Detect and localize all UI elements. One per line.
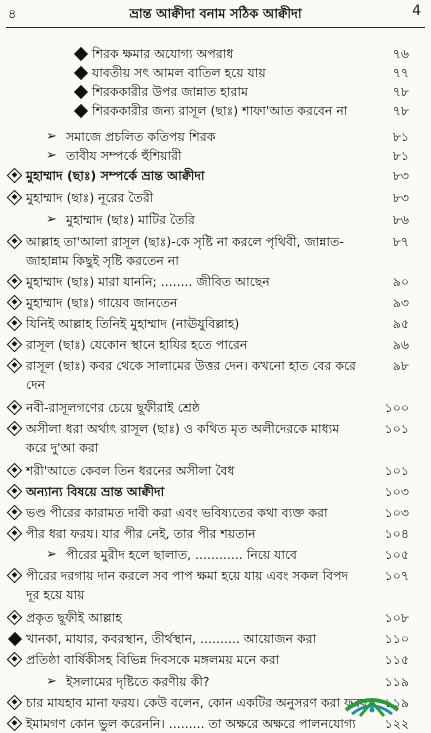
diamond-bullet-icon — [74, 85, 88, 99]
toc-entry-title: খানকা, মাযার, কবরস্থান, তীর্থস্থান, .......... আয়োজন করা — [26, 631, 317, 646]
diamond-outline-bullet-icon — [7, 316, 23, 332]
diamond-outline-bullet-icon — [7, 484, 23, 500]
toc-page-number: ১১৯ — [384, 674, 409, 689]
toc-entry-title: পীরের দরগায় দান করলে সব পাপ ক্ষমা হয়ে যায় এবং সকল বিপদ দূর হয়ে যায় — [26, 568, 349, 602]
toc-page-number: ৯৬ — [392, 337, 409, 352]
toc-entry-title: শিরক ক্ষমার অযোগ্য অপরাধ — [92, 46, 234, 61]
diamond-outline-bullet-icon — [7, 274, 23, 290]
toc-entry-title: যাবতীয় সৎ আমল বাতিল হয়ে যায় — [92, 65, 266, 80]
toc-page-number: ৮৩ — [392, 190, 409, 205]
toc-entry-title: ইমামগণ কোন ভুল করেননি। ......... তা অক্ষরে অক্ষরে পালনযোগ্য — [26, 716, 356, 731]
toc-entry-title: মুহাম্মাদ (ছাঃ) মারা যাননি; ........ জীবিত আছেন — [26, 274, 270, 289]
toc-page-number: ১২২ — [384, 716, 409, 731]
arrow-bullet-icon: ➢ — [46, 148, 57, 163]
diamond-outline-bullet-icon — [7, 463, 23, 479]
toc-entry-title: চার মাযহাব মানা ফরয। কেউ বলেন, কোন একটির অনুসরণ করা ফরয — [26, 695, 368, 710]
diamond-bullet-icon — [74, 66, 88, 80]
toc-entry-title: নবী-রাসূলগণের চেয়ে ছূফীরাই শ্রেষ্ঠ — [26, 400, 200, 415]
toc-page-number: ১১৯ — [384, 695, 409, 710]
header-rule — [6, 27, 425, 28]
publisher-logo-icon — [340, 680, 404, 720]
diamond-outline-bullet-icon — [7, 421, 23, 437]
toc-entry-title: রাসূল (ছাঃ) যেকোন স্থানে হাযির হতে পারেন — [26, 337, 248, 352]
toc-entry-title: মুহাম্মাদ (ছাঃ) গায়েব জানতেন — [26, 295, 178, 310]
running-title: ভ্রান্ত আক্বীদা বনাম সঠিক আক্বীদা — [129, 7, 302, 22]
diamond-outline-bullet-icon — [7, 505, 23, 521]
toc-entry-title: ইসলামের দৃষ্টিতে করণীয় কী? — [66, 674, 210, 689]
toc-page-number: ৯৮ — [392, 358, 409, 373]
arrow-bullet-icon: ➢ — [46, 129, 57, 144]
diamond-outline-bullet-icon — [7, 358, 23, 374]
toc-page-number: ৮১ — [392, 129, 409, 144]
toc-page-number: ১০৩ — [384, 484, 409, 499]
diamond-outline-bullet-icon — [7, 526, 23, 542]
diamond-outline-bullet-icon — [7, 652, 23, 668]
toc-entry-title: যিনিই আল্লাহ তিনিই মুহাম্মাদ (নাঊযুবিল্লাহ) — [26, 316, 240, 331]
toc-page-number: ১০৮ — [384, 610, 409, 625]
page-header — [0, 0, 431, 26]
diamond-outline-bullet-icon — [7, 400, 23, 416]
toc-entry-title: অসীলা ধরা অর্থাৎ রাসূল (ছাঃ) ও কথিত মৃত অলীদেরকে মাধ্যম করে দু'আ করা — [26, 421, 340, 455]
diamond-outline-bullet-icon — [7, 568, 23, 584]
diamond-bullet-icon — [74, 104, 88, 118]
toc-page-number: ১০১ — [384, 421, 409, 436]
toc-entry-title: মুহাম্মাদ (ছাঃ) মাটির তৈরি — [66, 212, 195, 227]
diamond-outline-bullet-icon — [7, 695, 23, 711]
toc-entry-title: প্রতিষ্ঠা বার্ষিকীসহ বিভিন্ন দিবসকে মঙ্গলময় মনে করা — [26, 652, 280, 667]
diamond-outline-bullet-icon — [7, 610, 23, 626]
toc-page-number: ১০৫ — [384, 547, 409, 562]
toc-entry-title: শিরককারীর জন্য রাসূল (ছাঃ) শাফা'আত করবেন না — [92, 103, 348, 118]
toc-page-number: ১১০ — [384, 631, 409, 646]
toc-page-number: ৭৮ — [392, 84, 409, 99]
diamond-outline-bullet-icon — [7, 716, 23, 732]
diamond-bullet-icon — [74, 47, 88, 61]
toc-entry-title: তাবীয সম্পর্কে হুঁশিয়ারী — [66, 148, 182, 163]
toc-entry-title: সমাজে প্রচলিত কতিপয় শিরক — [66, 129, 216, 144]
toc-entry-title: পীরের মুরীদ হলে ছালাত, ............ নিয়ে যাবে — [66, 547, 297, 562]
toc-entry-title: শিরককারীর উপর জান্নাত হারাম — [92, 84, 248, 99]
toc-entry-title: অন্যান্য বিষয়ে ভ্রান্ত আক্বীদা — [26, 484, 165, 499]
toc-page-number: ৮৩ — [392, 168, 409, 183]
arrow-bullet-icon: ➢ — [46, 674, 57, 689]
diamond-outline-bullet-icon — [7, 168, 23, 184]
toc-entry-title: প্রকৃত ছূফীই আল্লাহ — [26, 610, 122, 625]
arrow-bullet-icon: ➢ — [46, 547, 57, 562]
diamond-outline-bullet-icon — [7, 190, 23, 206]
toc-page-number: ১০৭ — [384, 568, 409, 583]
diamond-outline-bullet-icon — [7, 295, 23, 311]
toc-page-number: ৮৬ — [392, 212, 409, 227]
toc-page-number: ১০৩ — [384, 505, 409, 520]
diamond-outline-bullet-icon — [7, 337, 23, 353]
toc-entry-title: পীর ধরা ফরয। যার পীর নেই, তার পীর শয়তান — [26, 526, 256, 541]
toc-entry-title: আল্লাহ তা'আলা রাসূল (ছাঃ)-কে সৃষ্টি না করলে পৃথিবী, জান্নাত-জাহান্নাম কিছুই সৃষ্টি করতেন না — [26, 234, 344, 268]
toc-page-number: ৭৬ — [392, 46, 409, 61]
toc-page-number: ৯৩ — [392, 295, 409, 310]
toc-page-number: ১১৫ — [384, 652, 409, 667]
toc-page-number: ৮১ — [392, 148, 409, 163]
toc-entry-title: ভণ্ড পীরের কারামত দাবী করা এবং ভবিষ্যতের কথা ব্যক্ত করা — [26, 505, 328, 520]
toc-page-number: ৯৫ — [392, 316, 409, 331]
toc-page-number: ৭৭ — [392, 65, 409, 80]
page-number-right: 4 — [412, 3, 421, 19]
toc-page-number: ৮৭ — [392, 234, 409, 249]
diamond-bullet-icon — [8, 632, 22, 646]
diamond-outline-bullet-icon — [7, 234, 23, 250]
toc-entry-title: মুহাম্মাদ (ছাঃ) সম্পর্কে ভ্রান্ত আক্বীদা — [26, 168, 205, 183]
toc-page-number: ১০১ — [384, 463, 409, 478]
toc-entry-title: রাসূল (ছাঃ) কবর থেকে সালামের উত্তর দেন। কখনো হাত বের করে দেন — [26, 358, 356, 392]
toc-entry-title: শরী'আতে কেবল তিন ধরনের অসীলা বৈধ — [26, 463, 235, 478]
toc-entry-title: মুহাম্মাদ (ছাঃ) নূরের তৈরী — [26, 190, 154, 205]
toc-page-number: ১০০ — [384, 400, 409, 415]
toc-page-number: ৯০ — [392, 274, 409, 289]
toc-page-number: ১০৪ — [384, 526, 409, 541]
toc-page-number: ৭৮ — [392, 103, 409, 118]
arrow-bullet-icon: ➢ — [46, 212, 57, 227]
page-number-left: ৪ — [8, 7, 17, 22]
